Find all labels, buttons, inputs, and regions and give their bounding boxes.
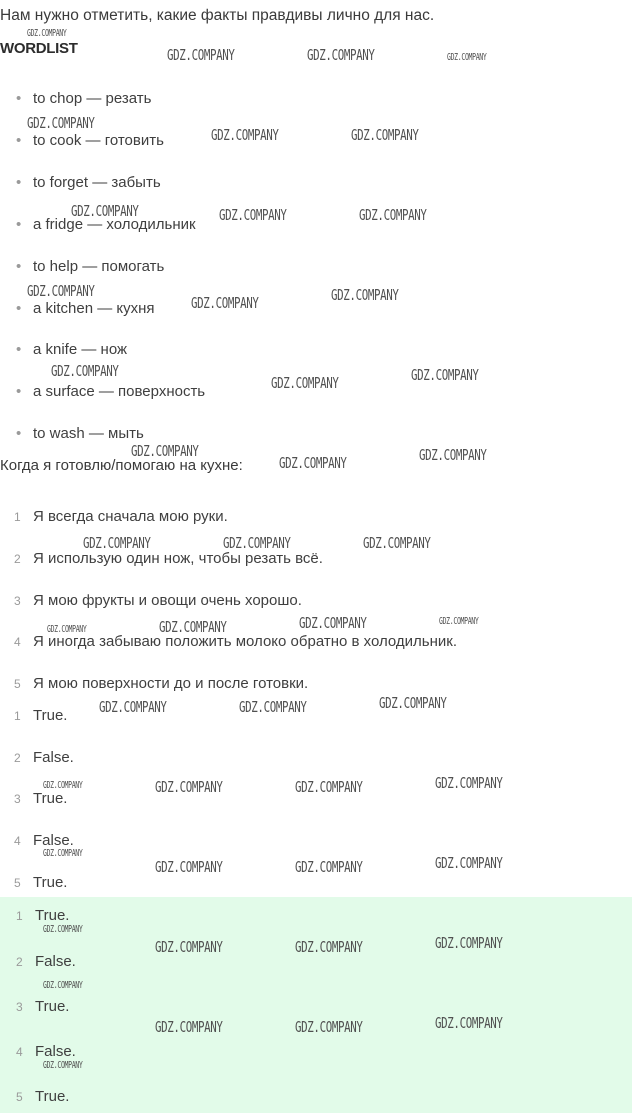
wordlist-item: a fridge — холодильник — [33, 216, 196, 233]
watermark-text: GDZ.COMPANY — [331, 286, 399, 304]
answer-text: True. — [33, 707, 68, 724]
answer-number: 2 — [14, 751, 21, 765]
watermark-text: GDZ.COMPANY — [435, 1014, 503, 1032]
bullet-icon: • — [16, 425, 22, 442]
watermark-text: GDZ.COMPANY — [439, 616, 479, 627]
watermark-text: GDZ.COMPANY — [43, 980, 83, 991]
bullet-icon: • — [16, 300, 22, 317]
watermark-text: GDZ.COMPANY — [155, 858, 223, 876]
wordlist-item: a surface — поверхность — [33, 383, 206, 400]
watermark-text: GDZ.COMPANY — [295, 1018, 363, 1036]
answer-text: False. — [33, 832, 74, 849]
watermark-text: GDZ.COMPANY — [419, 446, 487, 464]
answer-text: True. — [35, 907, 70, 924]
wordlist-item: to forget — забыть — [33, 174, 161, 191]
section-title: Когда я готовлю/помогаю на кухне: — [0, 457, 243, 474]
answer-number: 3 — [14, 792, 21, 806]
answer-number: 1 — [14, 709, 21, 723]
watermark-text: GDZ.COMPANY — [99, 698, 167, 716]
watermark-text: GDZ.COMPANY — [155, 938, 223, 956]
wordlist-item: a knife — нож — [33, 341, 128, 358]
statement-text: Я иногда забываю положить молоко обратно в холодильник. — [33, 633, 457, 650]
bullet-icon: • — [16, 90, 22, 107]
answer-text: False. — [35, 1043, 76, 1060]
watermark-text: GDZ.COMPANY — [223, 534, 291, 552]
watermark-text: GDZ.COMPANY — [299, 614, 367, 632]
bullet-icon: • — [16, 174, 22, 191]
bullet-icon: • — [16, 383, 22, 400]
watermark-text: GDZ.COMPANY — [307, 46, 375, 64]
watermark-text: GDZ.COMPANY — [211, 126, 279, 144]
watermark-text: GDZ.COMPANY — [51, 362, 119, 380]
wordlist-item: a kitchen — кухня — [33, 300, 155, 317]
answer-number: 4 — [14, 834, 21, 848]
wordlist-item: to chop — резать — [33, 90, 152, 107]
watermark-text: GDZ.COMPANY — [447, 52, 487, 63]
statement-number: 1 — [14, 510, 21, 524]
statement-number: 2 — [14, 552, 21, 566]
watermark-text: GDZ.COMPANY — [271, 374, 339, 392]
watermark-text: GDZ.COMPANY — [155, 1018, 223, 1036]
watermark-text: GDZ.COMPANY — [279, 454, 347, 472]
watermark-text: GDZ.COMPANY — [435, 934, 503, 952]
answer-number: 2 — [16, 955, 23, 969]
watermark-text: GDZ.COMPANY — [43, 848, 83, 859]
answer-text: True. — [35, 998, 70, 1015]
answer-number: 3 — [16, 1000, 23, 1014]
watermark-text: GDZ.COMPANY — [83, 534, 151, 552]
watermark-text: GDZ.COMPANY — [191, 294, 259, 312]
bullet-icon: • — [16, 258, 22, 275]
answer-number: 5 — [14, 876, 21, 890]
answer-text: True. — [33, 874, 68, 891]
watermark-text: GDZ.COMPANY — [43, 780, 83, 791]
wordlist-item: to wash — мыть — [33, 425, 144, 442]
watermark-text: GDZ.COMPANY — [295, 778, 363, 796]
watermark-text: GDZ.COMPANY — [295, 938, 363, 956]
watermark-text: GDZ.COMPANY — [435, 854, 503, 872]
intro-text: Нам нужно отметить, какие факты правдивы лично для нас. — [0, 7, 435, 24]
statement-number: 4 — [14, 635, 21, 649]
wordlist-title: WORDLIST — [0, 40, 78, 57]
watermark-text: GDZ.COMPANY — [351, 126, 419, 144]
answer-text: True. — [33, 790, 68, 807]
watermark-text: GDZ.COMPANY — [71, 202, 139, 220]
watermark-text: GDZ.COMPANY — [363, 534, 431, 552]
watermark-text: GDZ.COMPANY — [131, 442, 199, 460]
highlighted-answer-block — [0, 897, 632, 1113]
statement-number: 3 — [14, 594, 21, 608]
statement-text: Я мою поверхности до и после готовки. — [33, 675, 309, 692]
watermark-text: GDZ.COMPANY — [219, 206, 287, 224]
watermark-text: GDZ.COMPANY — [47, 624, 87, 635]
watermark-text: GDZ.COMPANY — [239, 698, 307, 716]
answer-number: 4 — [16, 1045, 23, 1059]
watermark-text: GDZ.COMPANY — [27, 114, 95, 132]
answer-number: 5 — [16, 1090, 23, 1104]
bullet-icon: • — [16, 132, 22, 149]
statement-text: Я всегда сначала мою руки. — [33, 508, 228, 525]
watermark-text: GDZ.COMPANY — [435, 774, 503, 792]
wordlist-item: to help — помогать — [33, 258, 165, 275]
watermark-text: GDZ.COMPANY — [27, 282, 95, 300]
watermark-text: GDZ.COMPANY — [159, 618, 227, 636]
watermark-text: GDZ.COMPANY — [167, 46, 235, 64]
watermark-text: GDZ.COMPANY — [379, 694, 447, 712]
answer-number: 1 — [16, 909, 23, 923]
bullet-icon: • — [16, 216, 22, 233]
statement-number: 5 — [14, 677, 21, 691]
watermark-text: GDZ.COMPANY — [295, 858, 363, 876]
watermark-text: GDZ.COMPANY — [411, 366, 479, 384]
answer-text: True. — [35, 1088, 70, 1105]
watermark-text: GDZ.COMPANY — [27, 28, 67, 39]
bullet-icon: • — [16, 341, 22, 358]
statement-text: Я мою фрукты и овощи очень хорошо. — [33, 592, 302, 609]
answer-text: False. — [33, 749, 74, 766]
watermark-text: GDZ.COMPANY — [155, 778, 223, 796]
watermark-text: GDZ.COMPANY — [359, 206, 427, 224]
watermark-text: GDZ.COMPANY — [43, 1060, 83, 1071]
statement-text: Я использую один нож, чтобы резать всё. — [33, 550, 323, 567]
watermark-text: GDZ.COMPANY — [43, 924, 83, 935]
wordlist-item: to cook — готовить — [33, 132, 164, 149]
answer-text: False. — [35, 953, 76, 970]
